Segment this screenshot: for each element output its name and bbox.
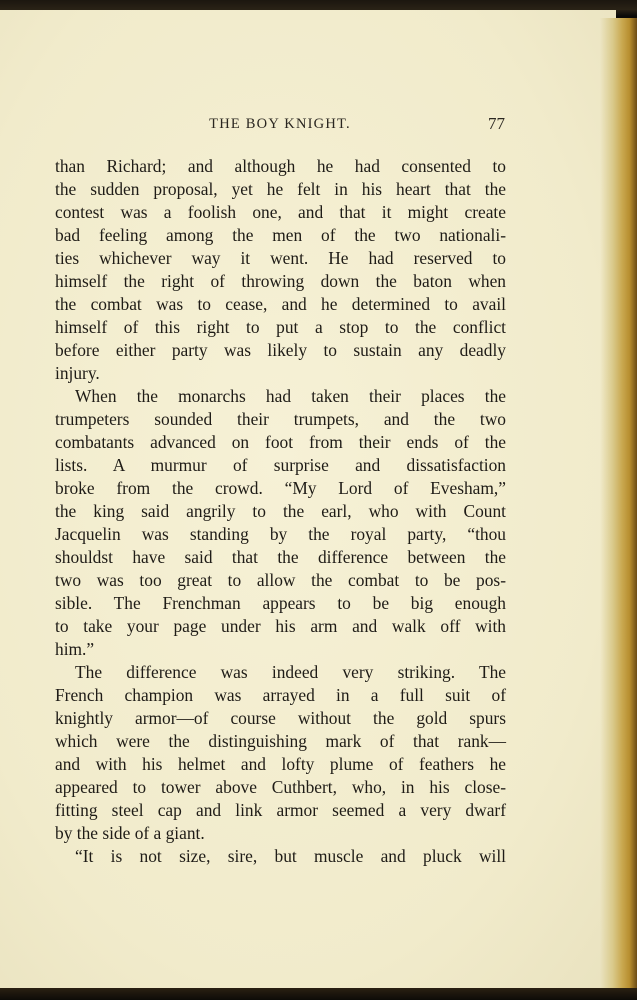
text-line: to take your page under his arm and walk off with [55, 616, 506, 636]
text-line: the combat was to cease, and he determined to avail [55, 294, 506, 314]
text-line: the sudden proposal, yet he felt in his heart that the [55, 179, 506, 199]
body-text [55, 155, 506, 868]
text-line: Jacquelin was standing by the royal party, “thou [55, 524, 506, 544]
text-line: trumpeters sounded their trumpets, and the two [55, 409, 506, 429]
text-line: combatants advanced on foot from their ends of the [55, 432, 506, 452]
text-line: shouldst have said that the difference between the [55, 547, 506, 567]
text-line: himself the right of throwing down the baton when [55, 271, 506, 291]
gilt-page-edge [600, 18, 637, 992]
text-line: French champion was arrayed in a full suit of [55, 685, 506, 705]
text-line: fitting steel cap and link armor seemed a very dwarf [55, 800, 506, 820]
text-line: bad feeling among the men of the two nationali- [55, 225, 506, 245]
text-line: injury. [55, 363, 100, 383]
running-head [55, 116, 505, 138]
running-title: THE BOY KNIGHT. [209, 116, 351, 132]
text-line: himself of this right to put a stop to the conflict [55, 317, 506, 337]
text-line: contest was a foolish one, and that it might create [55, 202, 506, 222]
text-line: by the side of a giant. [55, 823, 205, 843]
text-line: before either party was likely to sustain any deadly [55, 340, 506, 360]
text-line: lists. A murmur of surprise and dissatisfaction [55, 455, 506, 475]
text-line: him.” [55, 639, 95, 659]
text-line: and with his helmet and lofty plume of feathers he [55, 754, 506, 774]
text-line: than Richard; and although he had consented to [55, 156, 506, 176]
text-line: appeared to tower above Cuthbert, who, in his close- [55, 777, 506, 797]
page-number: 77 [488, 114, 505, 133]
text-line: The difference was indeed very striking. The [75, 662, 506, 682]
text-line: the king said angrily to the earl, who with Count [55, 501, 506, 521]
text-line: ties whichever way it went. He had reserved to [55, 248, 506, 268]
text-line: sible. The Frenchman appears to be big enough [55, 593, 506, 613]
text-line: “It is not size, sire, but muscle and pluck will [75, 846, 506, 866]
text-line: broke from the crowd. “My Lord of Evesham,” [55, 478, 506, 498]
text-line: knightly armor—of course without the gold spurs [55, 708, 506, 728]
text-line: When the monarchs had taken their places the [75, 386, 506, 406]
text-line: two was too great to allow the combat to be pos- [55, 570, 506, 590]
text-line: which were the distinguishing mark of that rank— [55, 731, 506, 751]
bottom-edge-shadow [0, 988, 637, 1000]
